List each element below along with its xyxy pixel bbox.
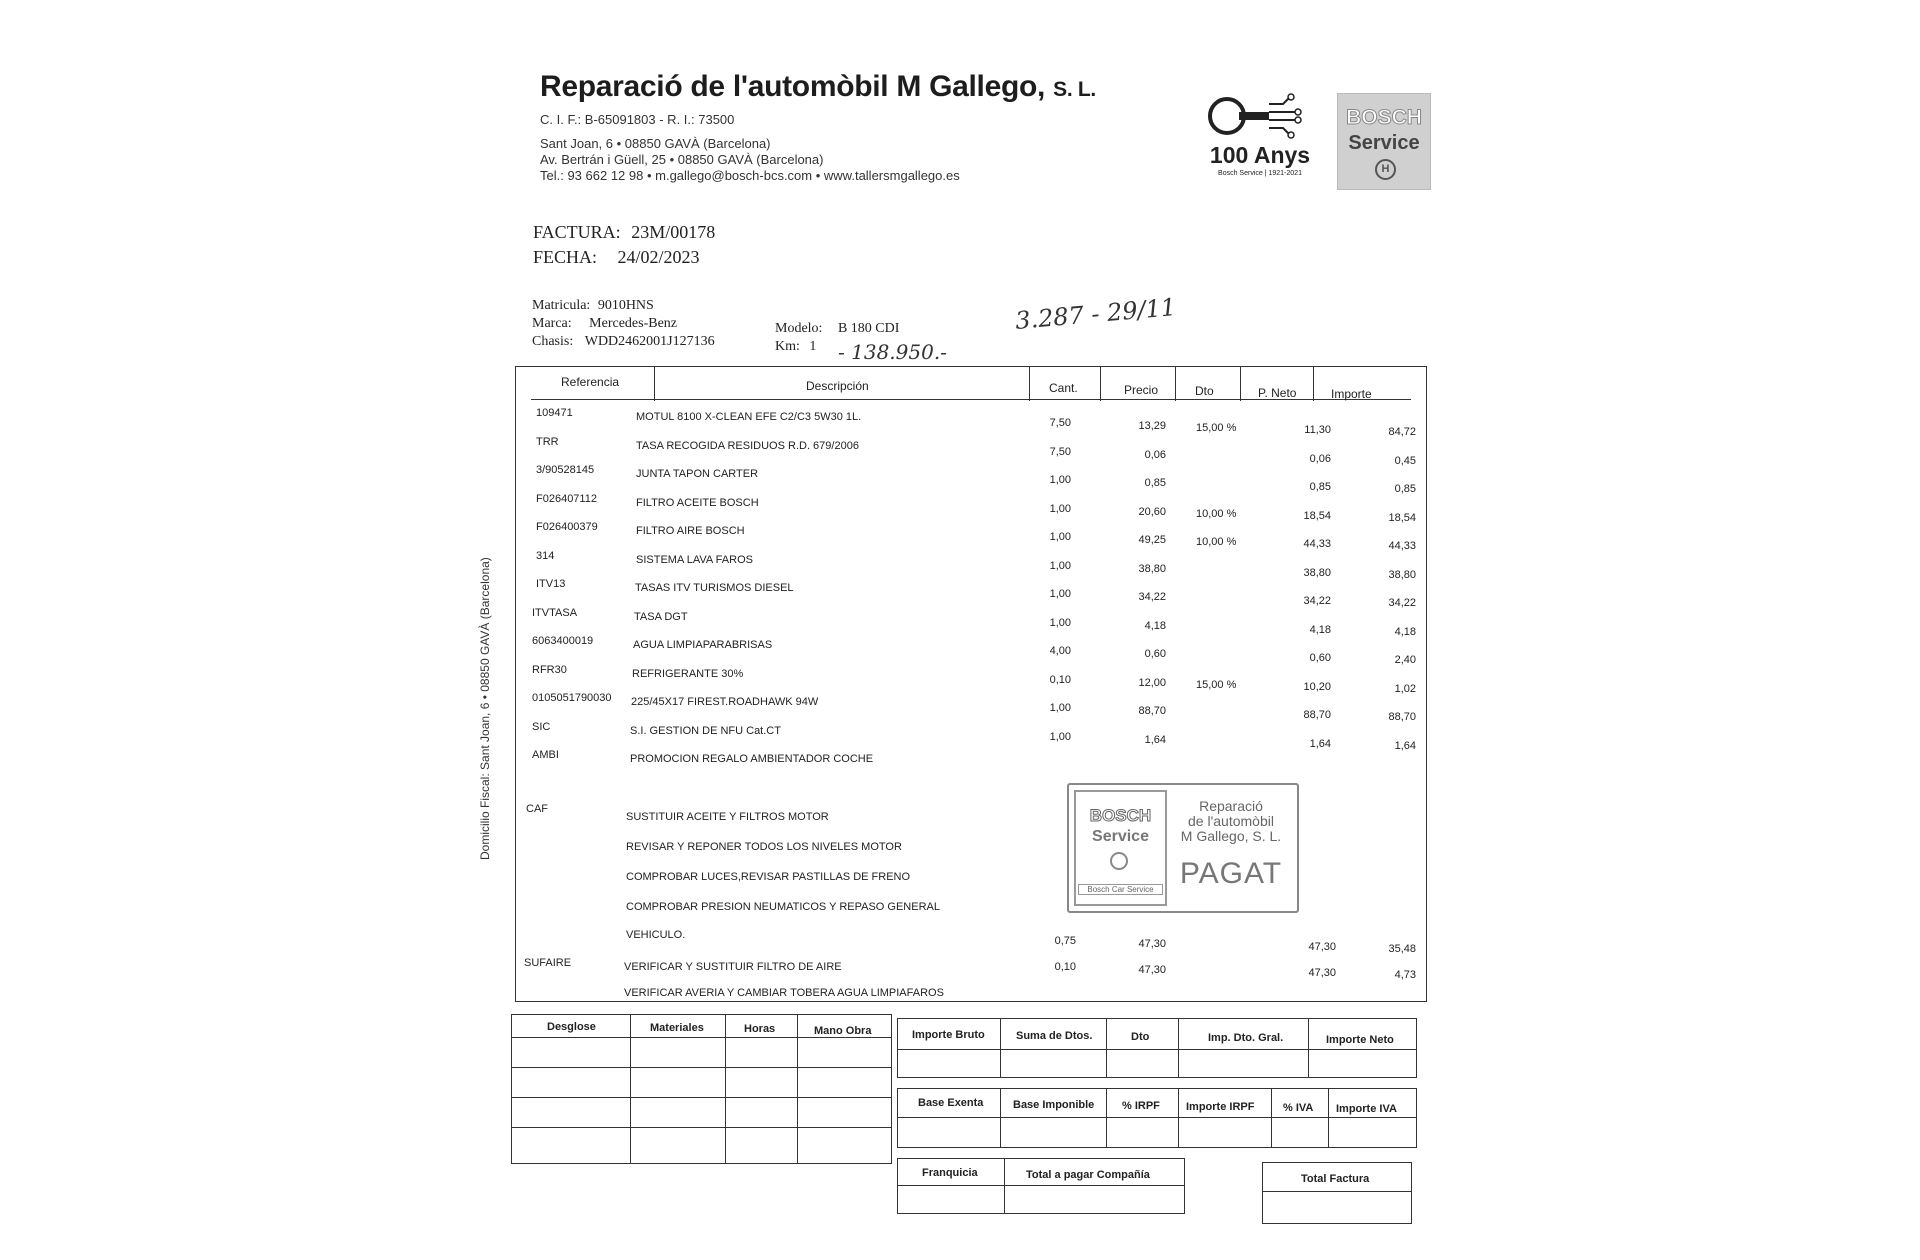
- stamp-armature-icon: [1110, 852, 1128, 870]
- suma-dtos-header: Suma de Dtos.: [1016, 1030, 1093, 1042]
- caf-line-1: SUSTITUIR ACEITE Y FILTROS MOTOR: [626, 811, 829, 823]
- line-importe: 4,18: [1394, 625, 1416, 638]
- col-dto: Dto: [1195, 384, 1214, 398]
- line-ref: 314: [536, 549, 555, 562]
- base-imponible-header: Base Imponible: [1013, 1099, 1095, 1111]
- col-referencia: Referencia: [561, 375, 620, 389]
- line-ref: F026407112: [536, 492, 597, 505]
- line-dto: 15,00 %: [1196, 422, 1237, 434]
- factura-line: [533, 222, 715, 243]
- stamp-line-3: M Gallego, S. L.: [1180, 828, 1282, 844]
- matricula-line: [532, 298, 654, 314]
- company-name: [540, 70, 1096, 104]
- line-ref: 0105051790030: [532, 692, 612, 704]
- line-importe: 18,54: [1388, 511, 1416, 524]
- line-precio: 34,22: [1138, 591, 1166, 603]
- line-ref: RFR30: [532, 663, 567, 676]
- line-ref: 109471: [536, 407, 573, 419]
- dto-header: Dto: [1131, 1031, 1150, 1043]
- line-precio: 0,85: [1144, 477, 1166, 489]
- line-pneto: 34,22: [1303, 595, 1331, 607]
- line-pneto: 11,30: [1304, 424, 1331, 436]
- bases-table: [897, 1088, 1417, 1148]
- matricula-label: Matricula:: [532, 298, 591, 313]
- line-importe: 1,02: [1394, 682, 1416, 695]
- sufaire-desc: VERIFICAR Y SUSTITUIR FILTRO DE AIRE: [624, 961, 842, 973]
- line-pneto: 18,54: [1303, 509, 1331, 522]
- line-pneto: 44,33: [1303, 538, 1331, 550]
- line-importe: 1,64: [1394, 739, 1416, 752]
- line-pneto: 1,64: [1309, 737, 1331, 750]
- line-pneto: 38,80: [1303, 566, 1331, 579]
- line-desc: FILTRO AIRE BOSCH: [636, 525, 745, 537]
- line-ref: ITV13: [536, 578, 566, 590]
- importe-bruto-table: [897, 1018, 1417, 1078]
- line-precio: 12,00: [1138, 676, 1166, 689]
- contact-line: Tel.: 93 662 12 98 • m.gallego@bosch-bcs.com • www.tallersmgallego.es: [540, 168, 960, 183]
- pct-irpf-header: % IRPF: [1122, 1100, 1160, 1112]
- line-precio: 20,60: [1138, 505, 1166, 518]
- line-cant: 1,00: [1049, 531, 1071, 543]
- desglose-header: Desglose: [547, 1021, 596, 1033]
- line-precio: 49,25: [1138, 534, 1166, 546]
- caf-ref: CAF: [526, 803, 548, 815]
- base-exenta-header: Base Exenta: [918, 1097, 984, 1109]
- line-importe: 0,85: [1394, 483, 1416, 495]
- stamp-line-1: Reparació: [1199, 798, 1263, 814]
- sufaire-precio: 47,30: [1138, 964, 1166, 976]
- extra-desc: VERIFICAR AVERIA Y CAMBIAR TOBERA AGUA LIMPIAFAROS: [624, 987, 944, 999]
- line-desc: TASAS ITV TURISMOS DIESEL: [635, 582, 794, 594]
- factura-label: FACTURA:: [533, 222, 621, 242]
- col-descripcion: Descripción: [806, 379, 869, 393]
- line-desc: MOTUL 8100 X-CLEAN EFE C2/C3 5W30 1L.: [636, 411, 862, 423]
- line-precio: 38,80: [1138, 562, 1166, 575]
- line-ref: TRR: [536, 435, 559, 448]
- marca-label: Marca:: [532, 316, 572, 331]
- anys-subtext: Bosch Service | 1921-2021: [1218, 170, 1302, 177]
- line-ref: 3/90528145: [536, 464, 595, 476]
- line-pneto: 0,60: [1309, 652, 1331, 664]
- caf-precio: 47,30: [1138, 938, 1166, 950]
- line-ref: 6063400019: [532, 635, 594, 647]
- handwritten-note: 3.287 - 29/11: [1014, 293, 1178, 335]
- caf-cant: 0,75: [1054, 935, 1076, 947]
- line-cant: 1,00: [1049, 616, 1071, 629]
- line-cant: 1,00: [1049, 502, 1071, 515]
- fecha-line: [533, 247, 700, 268]
- stamp-bosch-text: BOSCH: [1089, 806, 1152, 825]
- marca-value: Mercedes-Benz: [589, 316, 677, 331]
- line-importe: 38,80: [1388, 568, 1416, 581]
- stamp-bosch-car-service: Bosch Car Service: [1078, 884, 1163, 895]
- line-precio: 4,18: [1144, 619, 1166, 632]
- line-pneto: 88,70: [1303, 709, 1331, 721]
- line-desc: TASA DGT: [634, 610, 688, 623]
- stamp-service-text: Service: [1092, 828, 1149, 845]
- company-suffix: S. L.: [1053, 78, 1096, 101]
- pct-iva-header: % IVA: [1283, 1102, 1314, 1114]
- line-ref: SIC: [532, 720, 551, 733]
- stamp-line-2: de l'automòbil: [1188, 813, 1274, 829]
- line-dto: 15,00 %: [1196, 678, 1237, 691]
- franquicia-header: Franquicia: [922, 1167, 978, 1179]
- importe-iva-header: Importe IVA: [1336, 1103, 1397, 1115]
- line-dto: 10,00 %: [1196, 507, 1237, 520]
- modelo-line: [775, 321, 899, 337]
- horas-header: Horas: [744, 1023, 776, 1035]
- line-cant: 1,00: [1049, 702, 1071, 714]
- chasis-label: Chasis:: [532, 334, 574, 349]
- line-ref: F026400379: [536, 521, 598, 533]
- line-precio: 0,60: [1144, 648, 1166, 660]
- marca-line: [532, 316, 677, 332]
- bosch-armature-icon: H: [1375, 159, 1396, 180]
- sufaire-pneto: 47,30: [1308, 967, 1336, 979]
- stamp-bosch-box: [1074, 790, 1167, 906]
- fecha-label: FECHA:: [533, 247, 598, 267]
- line-cant: 4,00: [1049, 645, 1071, 657]
- modelo-label: Modelo:: [775, 321, 823, 336]
- handwritten-km: - 138.950.-: [838, 340, 947, 364]
- bosch-text: BOSCH: [1346, 106, 1422, 129]
- line-ref: AMBI: [532, 749, 559, 761]
- caf-importe: 35,48: [1388, 943, 1416, 955]
- caf-line-5: VEHICULO.: [626, 929, 686, 941]
- line-desc: TASA RECOGIDA RESIDUOS R.D. 679/2006: [636, 439, 859, 452]
- matricula-value: 9010HNS: [597, 298, 654, 313]
- line-importe: 88,70: [1388, 711, 1416, 723]
- line-cant: 7,50: [1049, 445, 1071, 458]
- materiales-header: Materiales: [650, 1022, 704, 1034]
- caf-line-4: COMPROBAR PRESION NEUMATICOS Y REPASO GENERAL: [626, 901, 940, 913]
- line-desc: REFRIGERANTE 30%: [632, 667, 744, 680]
- imp-dto-gral-header: Imp. Dto. Gral.: [1208, 1032, 1284, 1044]
- line-desc: PROMOCION REGALO AMBIENTADOR COCHE: [630, 753, 874, 765]
- factura-number: 23M/00178: [631, 222, 716, 242]
- line-precio: 1,64: [1144, 733, 1166, 746]
- line-precio: 13,29: [1138, 420, 1166, 432]
- col-importe: Importe: [1331, 387, 1372, 401]
- line-pneto: 10,20: [1303, 680, 1331, 693]
- km-value: 1: [809, 339, 817, 354]
- bosch-service-logo: [1337, 93, 1431, 190]
- caf-pneto: 47,30: [1308, 941, 1336, 953]
- caf-line-3: COMPROBAR LUCES,REVISAR PASTILLAS DE FRENO: [626, 871, 911, 883]
- col-pneto: P. Neto: [1258, 386, 1297, 400]
- cif-line: C. I. F.: B-65091803 - R. I.: 73500: [540, 112, 735, 127]
- line-cant: 1,00: [1049, 474, 1071, 486]
- total-factura-table: [1262, 1162, 1412, 1224]
- line-desc: JUNTA TAPON CARTER: [636, 468, 759, 480]
- line-importe: 2,40: [1394, 654, 1416, 666]
- chasis-line: [532, 334, 715, 350]
- line-ref: ITVTASA: [532, 606, 578, 619]
- line-cant: 0,10: [1049, 673, 1071, 686]
- line-cant: 1,00: [1049, 730, 1071, 743]
- total-factura-header: Total Factura: [1301, 1173, 1370, 1185]
- stamp-company: [1167, 799, 1295, 844]
- chasis-value: WDD2462001J127136: [584, 334, 715, 349]
- line-pneto: 0,06: [1309, 452, 1331, 465]
- sufaire-cant: 0,10: [1054, 961, 1076, 973]
- sufaire-ref: SUFAIRE: [524, 957, 572, 969]
- line-importe: 0,45: [1394, 454, 1416, 467]
- importe-irpf-header: Importe IRPF: [1186, 1101, 1255, 1113]
- line-desc: SISTEMA LAVA FAROS: [636, 553, 753, 566]
- company-name-text: Reparació de l'automòbil M Gallego,: [540, 70, 1046, 103]
- line-cant: 1,00: [1049, 588, 1071, 600]
- line-desc: S.I. GESTION DE NFU Cat.CT: [630, 724, 781, 737]
- desglose-table: [511, 1014, 892, 1164]
- address-line-1: Sant Joan, 6 • 08850 GAVÀ (Barcelona): [540, 136, 771, 151]
- domicilio-fiscal-side-text: Domicilio Fiscal: Sant Joan, 6 • 08850 GAVÀ (Barcelona): [478, 557, 492, 860]
- modelo-value: B 180 CDI: [837, 321, 900, 336]
- importe-bruto-header: Importe Bruto: [912, 1029, 985, 1041]
- line-importe: 84,72: [1388, 426, 1416, 438]
- caf-line-2: REVISAR Y REPONER TODOS LOS NIVELES MOTOR: [626, 841, 902, 853]
- address-line-2: Av. Bertrán i Güell, 25 • 08850 GAVÀ (Barcelona): [540, 152, 824, 167]
- km-line: [775, 339, 816, 355]
- anys-logo: [1205, 92, 1315, 182]
- line-desc: AGUA LIMPIAPARABRISAS: [633, 639, 773, 651]
- line-cant: 1,00: [1049, 559, 1071, 572]
- line-precio: 0,06: [1144, 448, 1166, 461]
- line-importe: 34,22: [1388, 597, 1416, 609]
- anys-text: 100 Anys: [1209, 142, 1311, 168]
- fecha-value: 24/02/2023: [617, 247, 700, 267]
- line-desc: 225/45X17 FIREST.ROADHAWK 94W: [631, 696, 819, 708]
- line-cant: 7,50: [1049, 417, 1071, 429]
- total-compania-header: Total a pagar Compañía: [1026, 1169, 1150, 1181]
- line-pneto: 4,18: [1309, 623, 1331, 636]
- service-text: Service: [1348, 132, 1420, 154]
- line-dto: 10,00 %: [1196, 536, 1237, 548]
- line-pneto: 0,85: [1309, 481, 1331, 493]
- sufaire-importe: 4,73: [1394, 969, 1416, 981]
- col-cant: Cant.: [1049, 381, 1078, 395]
- franquicia-table: [897, 1158, 1185, 1214]
- mano-obra-header: Mano Obra: [814, 1025, 872, 1037]
- wrench-circuit-icon: [1205, 92, 1315, 144]
- km-label: Km:: [775, 339, 800, 354]
- pagat-stamp: [1067, 783, 1299, 913]
- line-importe: 44,33: [1388, 540, 1416, 552]
- stamp-pagat: PAGAT: [1179, 857, 1283, 890]
- col-precio: Precio: [1124, 383, 1159, 397]
- importe-neto-header: Importe Neto: [1326, 1034, 1394, 1046]
- line-precio: 88,70: [1138, 705, 1166, 717]
- line-desc: FILTRO ACEITE BOSCH: [636, 496, 759, 509]
